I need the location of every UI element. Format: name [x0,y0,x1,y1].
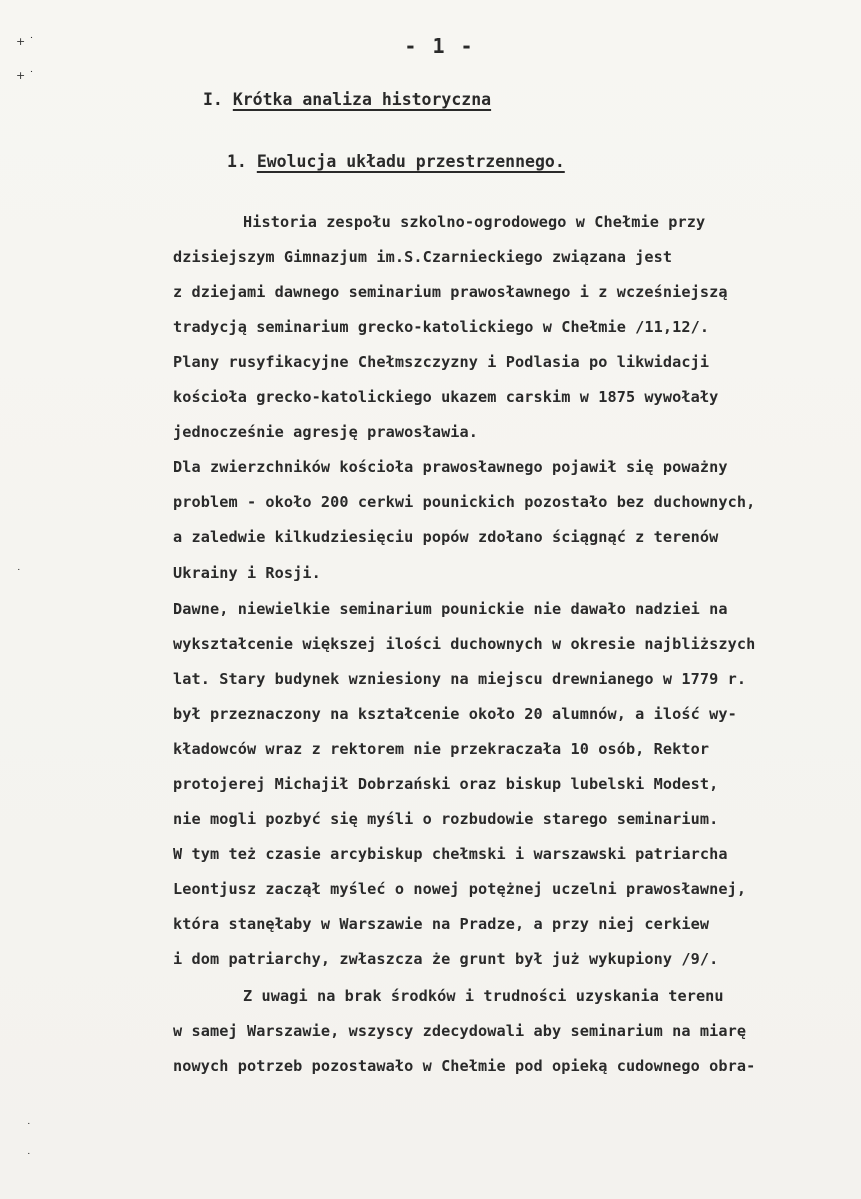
text-line: Z uwagi na brak środków i trudności uzyskania terenu [243,987,724,1005]
subsection-number: 1. [227,152,247,171]
section-number: I. [203,90,223,109]
text-line: tradycją seminarium grecko-katolickiego w Chełmie /11,12/. [173,318,710,336]
section-title: Krótka analiza historyczna [232,90,492,109]
margin-mark: + ˙ [16,35,35,48]
text-line: Dla zwierzchników kościoła prawosławnego pojawił się poważny [173,458,728,476]
text-line: wykształcenie większej ilości duchownych w okresie najbliższych [173,635,756,653]
text-line: Leontjusz zaczął myśleć o nowej potężnej uczelni prawosławnej, [173,880,747,898]
margin-mark: + ˙ [16,69,35,82]
text-line: kościoła grecko-katolickiego ukazem carskim w 1875 wywołały [173,388,719,406]
text-line: problem - około 200 cerkwi pounickich pozostało bez duchownych, [173,493,756,511]
text-line: protojerej Michajił Dobrzański oraz biskup lubelski Modest, [173,775,719,793]
margin-mark: ˙ [26,1151,32,1164]
text-line: kładowców wraz z rektorem nie przekraczała 10 osób, Rektor [173,740,710,758]
text-line: jednocześnie agresję prawosławia. [173,423,479,441]
text-line: Plany rusyfikacyjne Chełmszczyzny i Podlasia po likwidacji [173,353,710,371]
subsection-title: Ewolucja układu przestrzennego. [256,152,565,171]
text-line: był przeznaczony na kształcenie około 20 alumnów, a ilość wy- [173,705,737,723]
page-number: - 1 - [404,34,475,58]
text-line: a zaledwie kilkudziesięciu popów zdołano ściągnąć z terenów [173,528,719,546]
section-heading [203,90,491,109]
text-line: Ukrainy i Rosji. [173,564,321,582]
margin-mark: ˙ [16,567,22,580]
margin-mark: ˙ [26,1121,32,1134]
text-line: która stanęłaby w Warszawie na Pradze, a przy niej cerkiew [173,915,710,933]
text-line: nie mogli pozbyć się myśli o rozbudowie starego seminarium. [173,810,719,828]
text-line: nowych potrzeb pozostawało w Chełmie pod opieką cudownego obra- [173,1057,756,1075]
text-line: w samej Warszawie, wszyscy zdecydowali aby seminarium na miarę [173,1022,747,1040]
text-line: lat. Stary budynek wzniesiony na miejscu drewnianego w 1779 r. [173,670,747,688]
text-line: z dziejami dawnego seminarium prawosławnego i z wcześniejszą [173,283,728,301]
text-line: dzisiejszym Gimnazjum im.S.Czarnieckiego związana jest [173,248,673,266]
subsection-heading [227,152,565,171]
text-line: Dawne, niewielkie seminarium pounickie nie dawało nadziei na [173,600,728,618]
text-line: i dom patriarchy, zwłaszcza że grunt był już wykupiony /9/. [173,950,719,968]
text-line: Historia zespołu szkolno-ogrodowego w Chełmie przy [243,213,706,231]
text-line: W tym też czasie arcybiskup chełmski i warszawski patriarcha [173,845,728,863]
